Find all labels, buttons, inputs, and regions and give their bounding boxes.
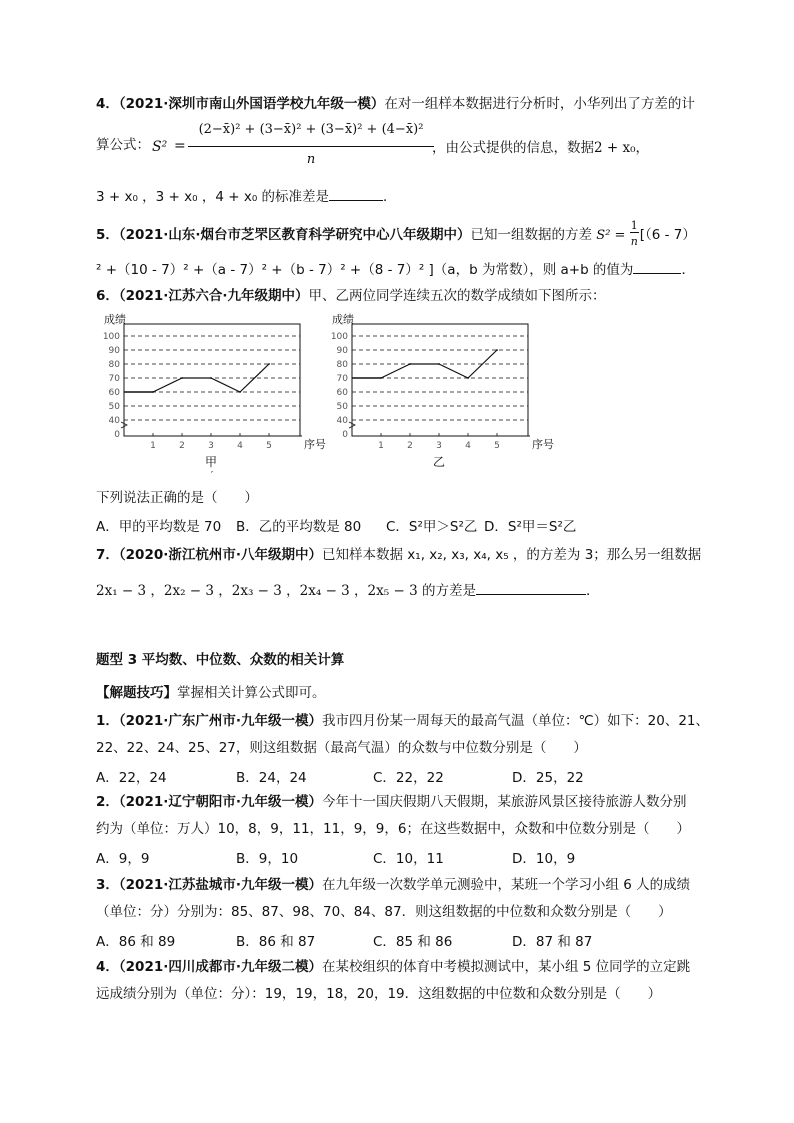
q4-answer-blank[interactable] bbox=[329, 186, 383, 201]
y-tick-label: 60 bbox=[336, 388, 348, 398]
p3-text-2: （单位：分）分别为：85、87、98、70、84、87．则这组数据的中位数和众数分别是（ ） bbox=[96, 904, 672, 920]
x-tick-label: 3 bbox=[208, 441, 214, 451]
p2-option-a[interactable]: A．9，9 bbox=[96, 851, 150, 867]
tip-line bbox=[96, 684, 326, 702]
q6-line-1 bbox=[96, 287, 606, 305]
p1-source: （2021·广东广州市·九年级一模） bbox=[118, 713, 322, 729]
x-tick-label: 5 bbox=[266, 441, 272, 451]
p1-text-2: 22、22、24、25、27，则这组数据（最高气温）的众数与中位数分别是（ ） bbox=[96, 740, 587, 756]
x-axis-label: 序号 bbox=[304, 438, 326, 451]
q7-line-1 bbox=[96, 546, 701, 564]
q4-line-2b bbox=[432, 139, 649, 157]
p1-option-b[interactable]: B．24，24 bbox=[236, 770, 307, 786]
y-tick-label: 40 bbox=[336, 416, 348, 426]
q4-number: 4． bbox=[96, 96, 119, 112]
q5-line-2 bbox=[96, 259, 695, 279]
p3-option-b[interactable]: B．86 和 87 bbox=[236, 934, 316, 950]
y-tick-label: 0 bbox=[114, 430, 120, 440]
p1-option-a[interactable]: A．22，24 bbox=[96, 770, 167, 786]
y-tick-label: 90 bbox=[336, 346, 348, 356]
data-point bbox=[152, 391, 154, 393]
q5-source: （2021·山东·烟台市芝罘区教育科学研究中心八年级期中） bbox=[118, 227, 471, 243]
y-tick-label: 0 bbox=[342, 430, 348, 440]
q7-text-1: 已知样本数据 x₁, x₂, x₃, x₄, x₅ ，的方差为 3；那么另一组数据 bbox=[322, 547, 702, 563]
y-tick-label: 70 bbox=[108, 374, 120, 384]
p3-option-d[interactable]: D．87 和 87 bbox=[512, 934, 593, 950]
p2-line-1 bbox=[96, 793, 687, 811]
data-point bbox=[268, 363, 270, 365]
q4-line-2 bbox=[96, 136, 150, 154]
chart-caption: 乙 bbox=[432, 455, 446, 469]
q6-text: 甲、乙两位同学连续五次的数学成绩如下图所示： bbox=[308, 288, 606, 304]
q6-number: 6． bbox=[96, 288, 119, 304]
plot-frame bbox=[352, 324, 528, 436]
q6-prompt-line bbox=[96, 489, 258, 507]
q4-data-1: 2 + x₀ bbox=[594, 140, 636, 156]
y-tick-label: 40 bbox=[108, 416, 120, 426]
q4-line-3 bbox=[96, 186, 397, 206]
x-tick-label: 3 bbox=[436, 441, 442, 451]
p2-source: （2021·辽宁朝阳市·九年级一模） bbox=[118, 794, 322, 810]
q5-frac-den: n bbox=[630, 235, 638, 248]
p2-text-2: 约为（单位：万人）10，8，9，11，11，9，9，6；在这些数据中，众数和中位数分别是（ ） bbox=[96, 821, 690, 837]
q7-source: （2020·浙江杭州市·八年级期中） bbox=[118, 547, 322, 563]
p3-option-a[interactable]: A．86 和 89 bbox=[96, 934, 176, 950]
p2-text-1: 今年十一国庆假期八天假期，某旅游风景区接待旅游人数分别 bbox=[322, 794, 687, 810]
plot-frame bbox=[124, 324, 300, 436]
tip-label: 【解题技巧】 bbox=[96, 685, 177, 701]
p1-option-d[interactable]: D．25，22 bbox=[512, 770, 584, 786]
q5-fraction bbox=[630, 219, 640, 248]
q4-formula-lhs: S² bbox=[152, 139, 168, 155]
q7-line-2 bbox=[96, 580, 599, 600]
x-tick-label: 1 bbox=[378, 441, 384, 451]
q5-number: 5． bbox=[96, 227, 119, 243]
data-point bbox=[239, 391, 241, 393]
q7-text-2: 2x₁ − 3 ，2x₂ − 3 ，2x₃ − 3 ，2x₄ − 3 ，2x₅ − 3 的方差是 bbox=[96, 583, 476, 599]
p3-line-1 bbox=[96, 876, 690, 894]
p3-option-c[interactable]: C．85 和 86 bbox=[373, 934, 453, 950]
q4-text-1: 在对一组样本数据进行分析时，小华列出了方差的计 bbox=[384, 96, 695, 112]
q7-end: ． bbox=[585, 583, 600, 599]
series-segment bbox=[381, 364, 410, 378]
y-tick-label: 80 bbox=[336, 360, 348, 370]
chart-caption: 甲 bbox=[204, 455, 218, 469]
q4-text-2: 算公式： bbox=[96, 137, 150, 153]
chart-caption-mark: ′ bbox=[210, 470, 214, 481]
y-tick-label: 60 bbox=[108, 388, 120, 398]
q4-line-1 bbox=[96, 95, 695, 113]
q5-text-2: ² +（10 - 7）² +（a - 7）² +（b - 7）² +（8 - 7）² ]（a，b 为常数），则 a+b 的值为 bbox=[96, 262, 634, 278]
y-axis-label: 成绩 bbox=[104, 313, 126, 326]
chart-jia bbox=[96, 312, 336, 484]
y-axis-label: 成绩 bbox=[332, 313, 354, 326]
q5-s2: S² = bbox=[596, 228, 626, 243]
q6-prompt: 下列说法正确的是（ ） bbox=[96, 490, 258, 506]
q4-formula-eq: = bbox=[174, 138, 186, 154]
p1-text-1: 我市四月份某一周每天的最高气温（单位：℃）如下：20、21、 bbox=[322, 713, 710, 729]
q4-text-3: ，由公式提供的信息，数据 bbox=[432, 140, 594, 156]
q6-option-b[interactable]: B．乙的平均数是 80 bbox=[236, 519, 362, 535]
p1-option-c[interactable]: C．22，22 bbox=[373, 770, 444, 786]
q5-line-1 bbox=[96, 219, 696, 248]
p4-number: 4． bbox=[96, 959, 119, 975]
q6-option-a[interactable]: A．甲的平均数是 70 bbox=[96, 519, 222, 535]
data-point bbox=[496, 349, 498, 351]
q5-text-1b: [（6 - 7） bbox=[639, 227, 696, 243]
y-tick-label: 80 bbox=[108, 360, 120, 370]
y-tick-label: 50 bbox=[336, 402, 348, 412]
p3-text-1: 在九年级一次数学单元测验中，某班一个学习小组 6 人的成绩 bbox=[322, 877, 691, 893]
q5-answer-blank[interactable] bbox=[633, 259, 681, 274]
p1-line-1 bbox=[96, 712, 709, 730]
section-title: 题型 3 平均数、中位数、众数的相关计算 bbox=[96, 652, 345, 668]
x-tick-label: 4 bbox=[237, 441, 243, 451]
p2-option-b[interactable]: B．9，10 bbox=[236, 851, 299, 867]
x-tick-label: 5 bbox=[494, 441, 500, 451]
data-point bbox=[438, 363, 440, 365]
p3-number: 3． bbox=[96, 877, 119, 893]
y-tick-label: 50 bbox=[108, 402, 120, 412]
y-tick-label: 90 bbox=[108, 346, 120, 356]
x-tick-label: 1 bbox=[150, 441, 156, 451]
y-tick-label: 100 bbox=[330, 332, 348, 342]
p4-line-1 bbox=[96, 958, 690, 976]
p2-option-c[interactable]: C．10，11 bbox=[373, 851, 444, 867]
data-point bbox=[467, 377, 469, 379]
q5-end: ． bbox=[681, 262, 695, 278]
data-point bbox=[409, 363, 411, 365]
data-point bbox=[210, 377, 212, 379]
q4-comma: ， bbox=[635, 140, 650, 156]
data-point bbox=[181, 377, 183, 379]
series-segment bbox=[153, 378, 182, 392]
tip-text: 掌握相关计算公式即可。 bbox=[177, 685, 326, 701]
p4-text-1: 在某校组织的体育中考模拟测试中，某小组 5 位同学的立定跳 bbox=[322, 959, 691, 975]
y-tick-label: 100 bbox=[102, 332, 120, 342]
series-segment bbox=[439, 364, 468, 378]
q4-end: ． bbox=[383, 189, 397, 205]
q6-option-d[interactable]: D．S²甲＝S²乙 bbox=[484, 519, 577, 535]
q7-answer-blank[interactable] bbox=[476, 580, 586, 595]
chart-yi bbox=[324, 312, 564, 484]
p2-number: 2． bbox=[96, 794, 119, 810]
x-tick-label: 2 bbox=[179, 441, 185, 451]
data-point bbox=[380, 377, 382, 379]
p2-option-d[interactable]: D．10，9 bbox=[512, 851, 576, 867]
q5-frac-num: 1 bbox=[630, 219, 638, 232]
p4-text-2: 远成绩分别为（单位：分）：19，19，18，20，19．这组数据的中位数和众数分别是（ ） bbox=[96, 986, 662, 1002]
q4-text-4: 3 + x₀ ，3 + x₀ ，4 + x₀ 的标准差是 bbox=[96, 189, 330, 205]
x-axis-label: 序号 bbox=[532, 438, 554, 451]
q4-fraction-bar bbox=[188, 146, 434, 147]
q7-number: 7． bbox=[96, 547, 119, 563]
q4-formula-numerator: (2−x̄)² + (3−x̄)² + (3−x̄)² + (4−x̄)² bbox=[198, 122, 424, 137]
q5-text-1: 已知一组数据的方差 bbox=[470, 227, 592, 243]
q6-option-c[interactable]: C．S²甲＞S²乙 bbox=[386, 519, 478, 535]
p1-number: 1． bbox=[96, 713, 119, 729]
q6-source: （2021·江苏六合·九年级期中） bbox=[118, 288, 309, 304]
y-tick-label: 70 bbox=[336, 374, 348, 384]
series-segment bbox=[211, 378, 240, 392]
p3-source: （2021·江苏盐城市·九年级一模） bbox=[118, 877, 322, 893]
x-tick-label: 2 bbox=[407, 441, 413, 451]
q4-formula-denominator: n bbox=[306, 152, 316, 167]
q4-source: （2021·深圳市南山外国语学校九年级一模） bbox=[118, 96, 385, 112]
x-tick-label: 4 bbox=[465, 441, 471, 451]
p4-source: （2021·四川成都市·九年级二模） bbox=[118, 959, 322, 975]
